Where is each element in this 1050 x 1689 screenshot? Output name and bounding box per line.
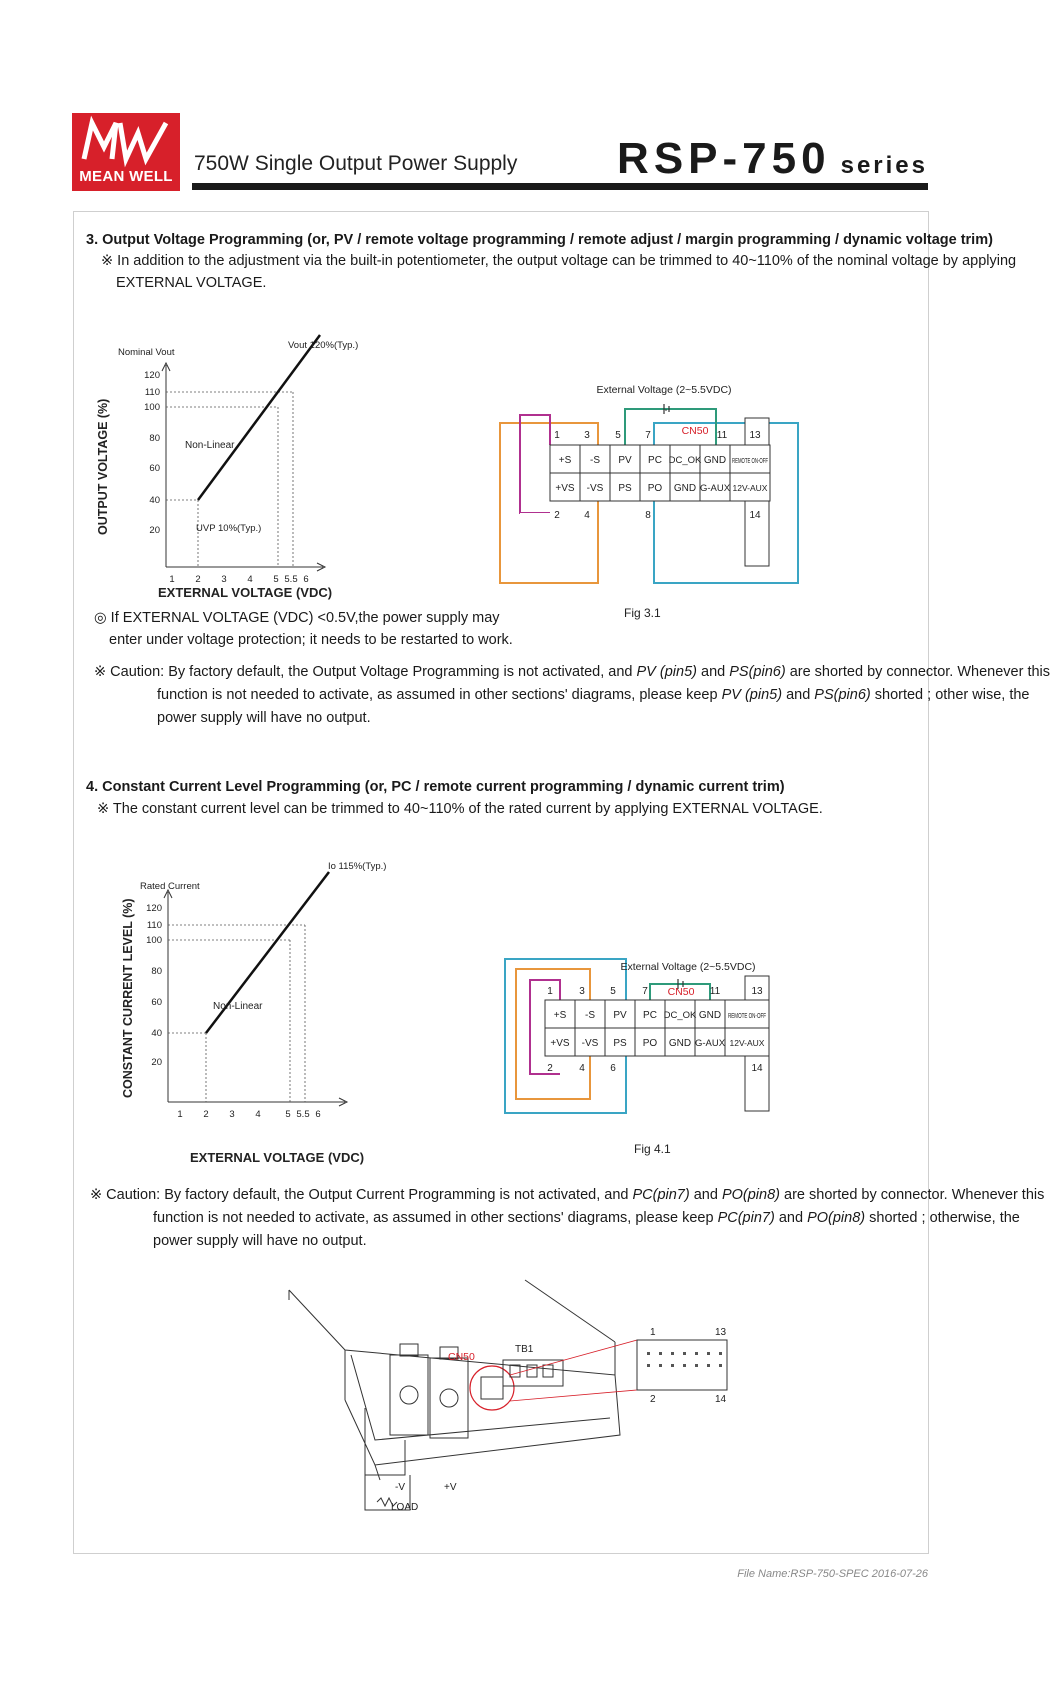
- s4-caution-po2: PO(pin8): [807, 1210, 866, 1226]
- cc-pin-label-plus-s: +S: [553, 1010, 567, 1021]
- section4-caution: [90, 1184, 1045, 1253]
- pinout-1: 1: [650, 1327, 656, 1338]
- peak-label: Vout 120%(Typ.): [288, 340, 359, 351]
- fig-4-1-circuit: [500, 944, 800, 1124]
- cc-pin-num-3: 3: [579, 986, 585, 997]
- s3-caution-line3: power supply will have no output.: [157, 710, 371, 726]
- s4-caution-line3: power supply will have no output.: [153, 1233, 367, 1249]
- cc-ytick-80: 80: [151, 966, 162, 977]
- cc-pin-label-gnd2: GND: [668, 1038, 692, 1049]
- minus-v-label: -V: [395, 1482, 405, 1493]
- terminal-minus-hole: [400, 1386, 418, 1404]
- s3-caution-prefix: ※ Caution: By factory default, the Output Voltage Programming is not activated, and: [94, 664, 633, 680]
- x-axis-label: EXTERNAL VOLTAGE (VDC): [158, 585, 333, 600]
- s3-caution-ps: PS(pin6): [729, 664, 786, 680]
- pin-num-14: 14: [749, 510, 761, 521]
- cc-y-axis-label: CONSTANT CURRENT LEVEL (%): [121, 898, 135, 1098]
- cn50-highlight: [470, 1366, 514, 1410]
- pin-num-8: 8: [645, 510, 651, 521]
- uvp-note-line2: enter under voltage protection; it needs to be restarted to work.: [109, 632, 513, 648]
- zoom-line-bottom: [510, 1390, 637, 1401]
- tb1-block: [503, 1360, 563, 1386]
- cc-curve-label: Non-Linear: [213, 1001, 263, 1012]
- ytick-120: 120: [144, 370, 160, 381]
- tb1-pin-a: [510, 1365, 520, 1377]
- s3-caution-pv: PV (pin5): [636, 664, 697, 680]
- section3-caution: [94, 661, 1050, 730]
- y-title: Nominal Vout: [118, 347, 175, 358]
- pin-label-pc: PC: [648, 455, 662, 466]
- pin-label-po: PO: [647, 483, 663, 494]
- pin-label-minus-s: -S: [590, 455, 600, 466]
- cc-xtick-4: 4: [255, 1109, 261, 1120]
- pin-num-7: 7: [645, 430, 651, 441]
- ytick-80: 80: [149, 433, 160, 444]
- xtick-5-5: 5.5: [284, 574, 298, 585]
- s4-caution-and2: and: [778, 1210, 804, 1226]
- load-label: LOAD: [391, 1502, 419, 1513]
- series-label: series: [840, 152, 928, 179]
- cc-pin-label-g-aux: G-AUX: [694, 1038, 726, 1049]
- cc-pin-label-minus-s: -S: [585, 1010, 595, 1021]
- pinout-2: 2: [650, 1394, 656, 1405]
- ytick-110: 110: [144, 387, 160, 398]
- cc-pin-label-pc: PC: [643, 1010, 657, 1021]
- s4-caution-line2b: shorted ; otherwise, the: [869, 1210, 1020, 1226]
- cn50-label: CN50: [681, 425, 709, 437]
- s4-caution-po: PO(pin8): [721, 1187, 780, 1203]
- cc-pin-num-2: 2: [547, 1063, 553, 1074]
- s3-caution-pv2: PV (pin5): [721, 687, 783, 703]
- logo-text: MEAN WELL: [79, 168, 173, 185]
- fig-3-1-caption: Fig 3.1: [624, 606, 661, 620]
- section4-title: 4. Constant Current Level Programming (or, PC / remote current programming / dynamic current trim): [86, 779, 785, 795]
- pin-label-minus-vs: -VS: [586, 483, 604, 494]
- uvp-note-line1: ◎ If EXTERNAL VOLTAGE (VDC) <0.5V,the power supply may: [94, 610, 500, 626]
- cn50-connector: [481, 1377, 503, 1399]
- s3-caution-line2a: function is not needed to activate, as assumed in other sections' diagrams, please keep: [157, 687, 718, 703]
- xtick-2: 2: [195, 574, 201, 585]
- pin-label-pv: PV: [618, 455, 632, 466]
- pinout-13: 13: [715, 1327, 727, 1338]
- purple-sense-loop: [520, 415, 550, 513]
- s4-caution-line2a: function is not needed to activate, as assumed in other sections' diagrams, please keep: [153, 1210, 714, 1226]
- cc-pin-label-pv: PV: [613, 1010, 627, 1021]
- pin-num-1: 1: [554, 430, 560, 441]
- pin-label-ps: PS: [618, 483, 632, 494]
- pin-num-3: 3: [584, 430, 590, 441]
- cc-ytick-100: 100: [146, 935, 162, 946]
- plus-v-label: +V: [444, 1482, 457, 1493]
- pin-num-5: 5: [615, 430, 621, 441]
- header-rule: [192, 183, 928, 190]
- xtick-4: 4: [247, 574, 253, 585]
- cc-pin-num-1: 1: [547, 986, 553, 997]
- mean-well-logo: [72, 113, 180, 191]
- tb1-label: TB1: [515, 1344, 534, 1355]
- s3-caution-mid: are shorted by connector. Whenever this: [789, 664, 1050, 680]
- cc-xtick-5-5: 5.5: [296, 1109, 310, 1120]
- cc-ytick-60: 60: [151, 997, 162, 1008]
- s3-caution-and2: and: [786, 687, 811, 703]
- pin-label-gnd: GND: [703, 455, 727, 466]
- cc-pin-label-remote: REMOTE ON-OFF: [728, 1013, 766, 1020]
- s4-caution-prefix: ※ Caution: By factory default, the Output Current Programming is not activated, and: [90, 1187, 629, 1203]
- s4-caution-and: and: [693, 1187, 718, 1203]
- cc-pin-num-4: 4: [579, 1063, 585, 1074]
- case-top-right: [525, 1280, 615, 1342]
- voltage-curve: [198, 335, 320, 500]
- cc-xtick-5: 5: [285, 1109, 291, 1120]
- xtick-6: 6: [303, 574, 309, 585]
- case-front: [345, 1375, 620, 1465]
- pin-label-plus-s: +S: [558, 455, 572, 466]
- pin-label-plus-vs: +VS: [555, 483, 575, 494]
- document-subtitle: 750W Single Output Power Supply: [194, 152, 518, 175]
- ytick-40: 40: [149, 495, 160, 506]
- s4-caution-pc2: PC(pin7): [717, 1210, 775, 1226]
- ext-voltage-text: External Voltage (2~5.5VDC): [596, 384, 732, 396]
- pin-label-gnd2: GND: [673, 483, 697, 494]
- curve-label: Non-Linear: [185, 440, 235, 451]
- terminal-minus: [390, 1355, 428, 1435]
- cc-pin-num-14: 14: [751, 1063, 763, 1074]
- cc-ytick-120: 120: [146, 903, 162, 914]
- unit-drawing: [285, 1280, 805, 1530]
- output-voltage-graph: [88, 335, 378, 615]
- cc-x-axis-label: EXTERNAL VOLTAGE (VDC): [190, 1150, 365, 1165]
- cc-pin-label-po: PO: [642, 1038, 658, 1049]
- cc-ytick-110: 110: [146, 920, 162, 931]
- cc-xtick-6: 6: [315, 1109, 321, 1120]
- s4-caution-pc: PC(pin7): [632, 1187, 690, 1203]
- section4-note: ※ The constant current level can be trimmed to 40~110% of the rated current by applying EXTERNAL VOLTAGE.: [97, 801, 823, 817]
- section3-title: 3. Output Voltage Programming (or, PV / remote voltage programming / remote adjust / margin programming / dynamic voltage trim): [86, 232, 993, 248]
- s3-caution-and: and: [701, 664, 726, 680]
- s3-caution-ps2: PS(pin6): [814, 687, 871, 703]
- cc-pin-num-6: 6: [610, 1063, 616, 1074]
- pin-label-g-aux: G-AUX: [699, 483, 731, 494]
- xtick-3: 3: [221, 574, 227, 585]
- load-wire-minus: [365, 1408, 405, 1475]
- cc-pin-num-13: 13: [751, 986, 763, 997]
- screw-minus-icon: [400, 1344, 418, 1356]
- cn50-pinout-box: [637, 1340, 727, 1390]
- terminal-plus: [430, 1358, 468, 1438]
- cc-xtick-2: 2: [203, 1109, 209, 1120]
- cc-xtick-1: 1: [177, 1109, 183, 1120]
- fig-3-1-circuit: [490, 385, 820, 600]
- pinout-14: 14: [715, 1394, 727, 1405]
- xtick-5: 5: [273, 574, 279, 585]
- tb1-pin-c: [543, 1365, 553, 1377]
- section3-note-line2: EXTERNAL VOLTAGE.: [116, 275, 267, 291]
- pin-num-4: 4: [584, 510, 590, 521]
- y-axis-label: OUTPUT VOLTAGE (%): [96, 398, 110, 535]
- ytick-100: 100: [144, 402, 160, 413]
- footer-filename: File Name:RSP-750-SPEC 2016-07-26: [737, 1568, 928, 1580]
- mw-logo-icon: [80, 119, 172, 163]
- fig-4-1-caption: Fig 4.1: [634, 1142, 671, 1156]
- cc-pin-label-minus-vs: -VS: [581, 1038, 599, 1049]
- pin-label-remote: REMOTE ON-OFF: [732, 458, 768, 465]
- ytick-60: 60: [149, 463, 160, 474]
- cc-ext-voltage-text: External Voltage (2~5.5VDC): [620, 961, 756, 973]
- ytick-20: 20: [149, 525, 160, 536]
- terminal-plus-hole: [440, 1389, 458, 1407]
- cc-xtick-3: 3: [229, 1109, 235, 1120]
- xtick-1: 1: [169, 574, 175, 585]
- cc-cn50-label: CN50: [667, 986, 695, 998]
- cc-pin-label-ps: PS: [613, 1038, 627, 1049]
- cc-pin-num-11: 11: [709, 986, 721, 997]
- cc-pin-label-plus-vs: +VS: [550, 1038, 570, 1049]
- pin-num-11: 11: [716, 430, 728, 441]
- unit-cn50-label: CN50: [448, 1351, 475, 1363]
- pin-label-dc-ok: DC_OK: [668, 455, 702, 466]
- pin-num-2: 2: [554, 510, 560, 521]
- cc-ytick-40: 40: [151, 1028, 162, 1039]
- pin-num-13: 13: [749, 430, 761, 441]
- cc-pin-label-gnd: GND: [698, 1010, 722, 1021]
- cc-pin-num-7: 7: [642, 986, 648, 997]
- constant-current-graph: [110, 862, 400, 1172]
- section3-note-line1: ※ In addition to the adjustment via the built-in potentiometer, the output voltage can be trimmed to 40~110% of the nominal voltage by applying: [101, 253, 1017, 269]
- cc-pin-label-dc-ok: DC_OK: [663, 1010, 697, 1021]
- pin-label-12v-aux: 12V-AUX: [732, 483, 768, 493]
- s4-caution-mid: are shorted by connector. Whenever this: [784, 1187, 1045, 1203]
- cc-ytick-20: 20: [151, 1057, 162, 1068]
- uvp-label: UVP 10%(Typ.): [196, 523, 262, 534]
- cc-pin-label-12v-aux: 12V-AUX: [729, 1038, 765, 1048]
- cc-y-title: Rated Current: [140, 881, 200, 892]
- model-name: RSP-750: [617, 134, 831, 183]
- model-title: [617, 134, 928, 184]
- cc-peak-label: Io 115%(Typ.): [328, 861, 387, 872]
- case-lower: [375, 1465, 380, 1480]
- s3-caution-line2b: shorted ; other wise, the: [874, 687, 1030, 703]
- cc-pin-num-5: 5: [610, 986, 616, 997]
